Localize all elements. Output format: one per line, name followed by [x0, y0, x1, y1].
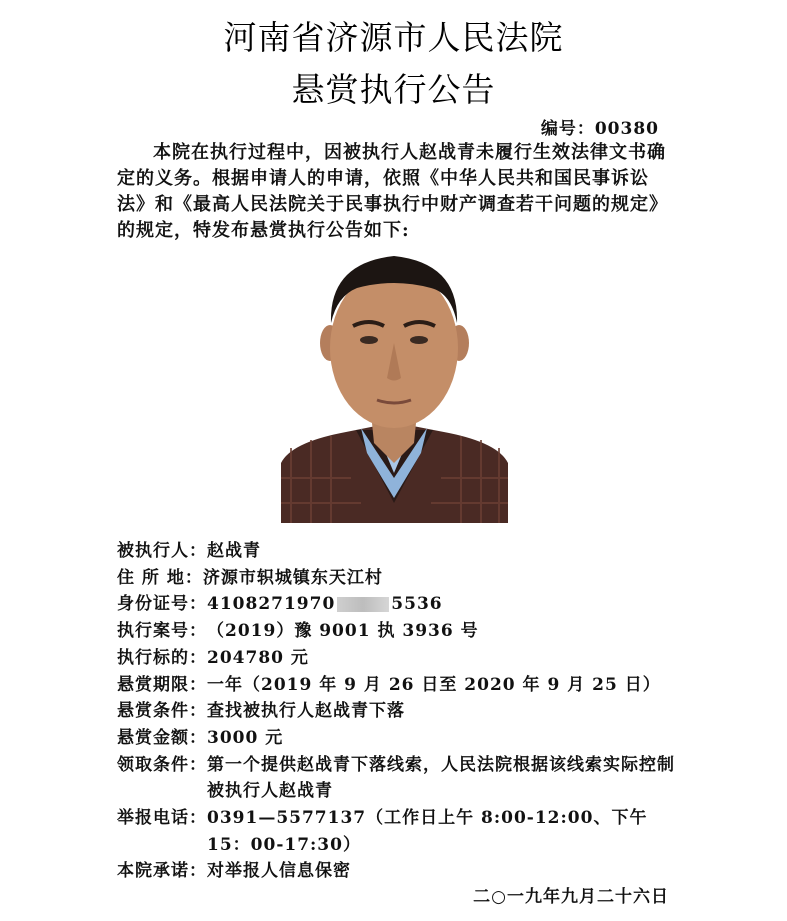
field-id-number [117, 591, 677, 618]
phone-value: 0391—5577137（工作日上午 8:00-12:00、下午 15：00-17:30） [207, 808, 648, 855]
notice-fields [117, 538, 677, 885]
notice-date: 二○一九年九月二十六日 [473, 887, 669, 907]
phone-label: 举报电话： [117, 808, 207, 829]
notice-title: 悬赏执行公告 [291, 70, 496, 109]
id-number-label: 身份证号： [117, 594, 207, 615]
court-name-title: 河南省济源市人民法院 [223, 18, 564, 57]
target-value: 204780 元 [207, 647, 309, 668]
case-number-label: 执行案号： [117, 621, 207, 642]
portrait-photo-icon [281, 248, 508, 523]
condition-label: 悬赏条件： [117, 701, 207, 722]
intro-paragraph [117, 140, 677, 244]
field-case-number [117, 618, 677, 645]
field-address [117, 565, 677, 592]
field-target [117, 645, 677, 672]
person-value: 赵战青 [207, 541, 261, 561]
period-value: 一年（2019 年 9 月 26 日至 2020 年 9 月 25 日） [207, 674, 661, 695]
field-condition [117, 698, 677, 725]
id-number-prefix: 4108271970 [207, 594, 336, 615]
person-label: 被执行人： [117, 541, 207, 561]
promise-label: 本院承诺： [117, 861, 207, 882]
claim-label: 领取条件： [117, 754, 207, 775]
field-claim [117, 752, 677, 805]
claim-value: 第一个提供赵战青下落线索，人民法院根据该线索实际控制被执行人赵战青 [207, 754, 675, 802]
field-phone [117, 805, 677, 858]
address-label: 住 所 地： [117, 567, 203, 588]
field-person [117, 538, 677, 565]
portrait-photo [281, 248, 508, 523]
field-period [117, 672, 677, 699]
amount-label: 悬赏金额： [117, 727, 207, 748]
id-number-value [207, 591, 677, 618]
condition-value: 查找被执行人赵战青下落 [207, 701, 405, 722]
address-value: 济源市轵城镇东天江村 [202, 567, 383, 588]
document-number: 编号：00380 [540, 119, 659, 139]
id-number-suffix: 5536 [391, 594, 443, 615]
field-amount [117, 725, 677, 752]
id-redaction-blur [337, 597, 389, 612]
amount-value: 3000 元 [207, 727, 284, 748]
case-number-value: （2019）豫 9001 执 3936 号 [207, 621, 479, 642]
target-label: 执行标的： [117, 647, 207, 668]
period-label: 悬赏期限： [117, 674, 207, 695]
promise-value: 对举报人信息保密 [207, 861, 351, 882]
intro-text: 本院在执行过程中，因被执行人赵战青未履行生效法律文书确定的义务。根据申请人的申请，依照《中华人民共和国民事诉讼法》和《最高人民法院关于民事执行中财产调查若干问题的规定》的规定，特发布悬赏执行公告如下: [117, 142, 668, 241]
